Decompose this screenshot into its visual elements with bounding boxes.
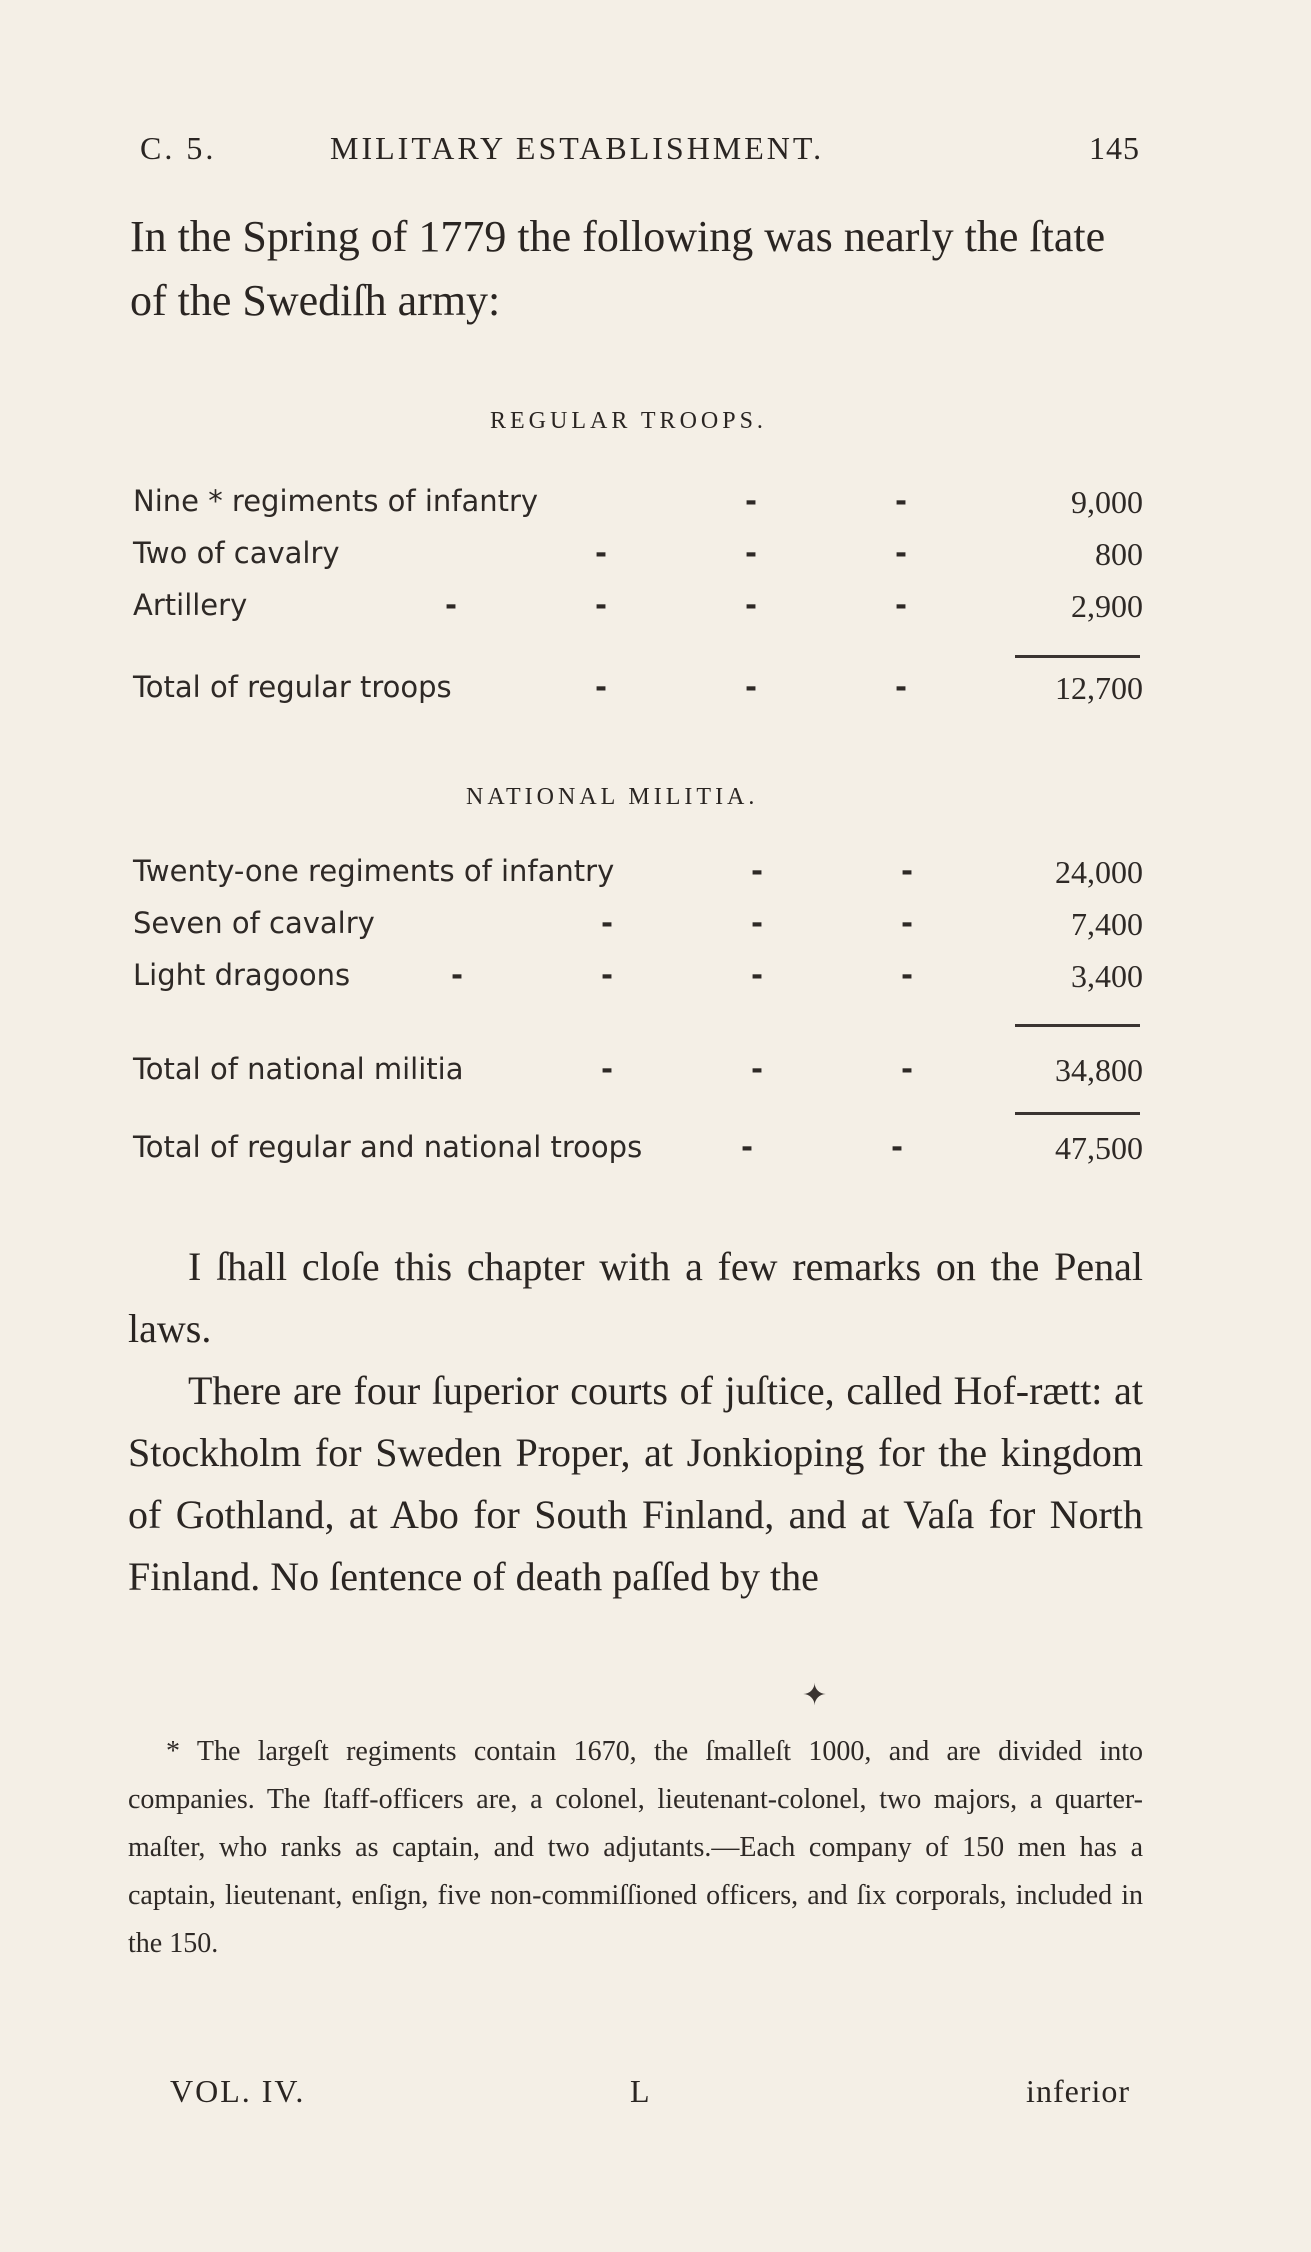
row-value: 9,000 [1071, 484, 1143, 520]
row-label: Twenty-one regiments of infantry [133, 854, 615, 888]
total-value: 34,800 [1055, 1052, 1143, 1088]
row-value: 24,000 [1055, 854, 1143, 890]
sum-rule [1015, 655, 1140, 658]
row-label: Artillery [133, 588, 248, 622]
sum-rule [1015, 1024, 1140, 1027]
row-value: 800 [1095, 536, 1143, 572]
leader-dash: - [445, 588, 458, 622]
table-row [133, 854, 1143, 904]
chapter-label: C. 5. [140, 130, 217, 166]
leader-dash: - [745, 670, 758, 704]
grand-total-row [133, 1130, 1143, 1180]
table-row [133, 536, 1143, 586]
row-value: 3,400 [1071, 958, 1143, 994]
leader-dash: - [895, 484, 908, 518]
leader-dash: - [595, 536, 608, 570]
regular-troops-title: REGULAR TROOPS. [490, 408, 767, 434]
body-text [128, 1236, 1143, 1608]
printer-ornament-icon: ✦ [802, 1678, 828, 1713]
row-label: Nine * regiments of infantry [133, 484, 539, 518]
leader-dash: - [745, 484, 758, 518]
paragraph: I ſhall cloſe this chapter with a few remarks on the Penal laws. [128, 1244, 1143, 1351]
grand-total-label: Total of regular and national troops [133, 1130, 643, 1164]
leader-dash: - [895, 670, 908, 704]
leader-dash: - [595, 670, 608, 704]
row-label: Light dragoons [133, 958, 351, 992]
leader-dash: - [901, 906, 914, 940]
leader-dash: - [601, 1052, 614, 1086]
leader-dash: - [751, 958, 764, 992]
volume-label: VOL. IV. [170, 2073, 306, 2109]
total-value: 12,700 [1055, 670, 1143, 706]
leader-dash: - [745, 536, 758, 570]
table-row [133, 588, 1143, 638]
table-row [133, 484, 1143, 534]
table-row [133, 906, 1143, 956]
leader-dash: - [901, 958, 914, 992]
page-number: 145 [1089, 130, 1140, 166]
running-header [140, 130, 1140, 180]
catchword: inferior [1026, 2073, 1130, 2109]
leader-dash: - [891, 1130, 904, 1164]
leader-dash: - [895, 588, 908, 622]
paragraph: There are four ſuperior courts of juſtice, called Hof-rætt: at Stockholm for Sweden Proper, at Jonkioping for the kingdom of Gothland, at Abo for South Finland, and at Vaſa for North Finland. No ſentence of death paſſed by the [128, 1368, 1143, 1599]
row-value: 2,900 [1071, 588, 1143, 624]
row-label: Seven of cavalry [133, 906, 375, 940]
leader-dash: - [751, 906, 764, 940]
leader-dash: - [751, 1052, 764, 1086]
total-label: Total of national militia [133, 1052, 464, 1086]
total-row [133, 1052, 1143, 1102]
national-militia-title: NATIONAL MILITIA. [466, 784, 759, 810]
leader-dash: - [595, 588, 608, 622]
total-label: Total of regular troops [133, 670, 452, 704]
leader-dash: - [601, 958, 614, 992]
total-row [133, 670, 1143, 720]
row-label: Two of cavalry [133, 536, 340, 570]
grand-total-value: 47,500 [1055, 1130, 1143, 1166]
leader-dash: - [745, 588, 758, 622]
footnote: * The largeſt regiments contain 1670, the ſmalleſt 1000, and are divided into companies. The ſtaff-officers are, a colonel, lieutenant-colonel, two majors, a quarter-maſter, who ranks as captain, and two adjutants.—Each company of 150 men has a captain, lieutenant, enſign, five non-commiſſioned officers, and ſix corporals, included in the 150. [128, 1736, 1143, 1959]
table-row [133, 958, 1143, 1008]
leader-dash: - [751, 854, 764, 888]
leader-dash: - [451, 958, 464, 992]
sum-rule [1015, 1112, 1140, 1115]
page-footer [170, 2073, 1130, 2123]
leader-dash: - [741, 1130, 754, 1164]
leader-dash: - [901, 1052, 914, 1086]
leader-dash: - [895, 536, 908, 570]
leader-dash: - [601, 906, 614, 940]
running-title: MILITARY ESTABLISHMENT. [330, 130, 825, 166]
signature-mark: L [630, 2073, 652, 2109]
intro-paragraph: In the Spring of 1779 the following was nearly the ſtate of the Swediſh army: [130, 212, 1106, 325]
leader-dash: - [901, 854, 914, 888]
row-value: 7,400 [1071, 906, 1143, 942]
